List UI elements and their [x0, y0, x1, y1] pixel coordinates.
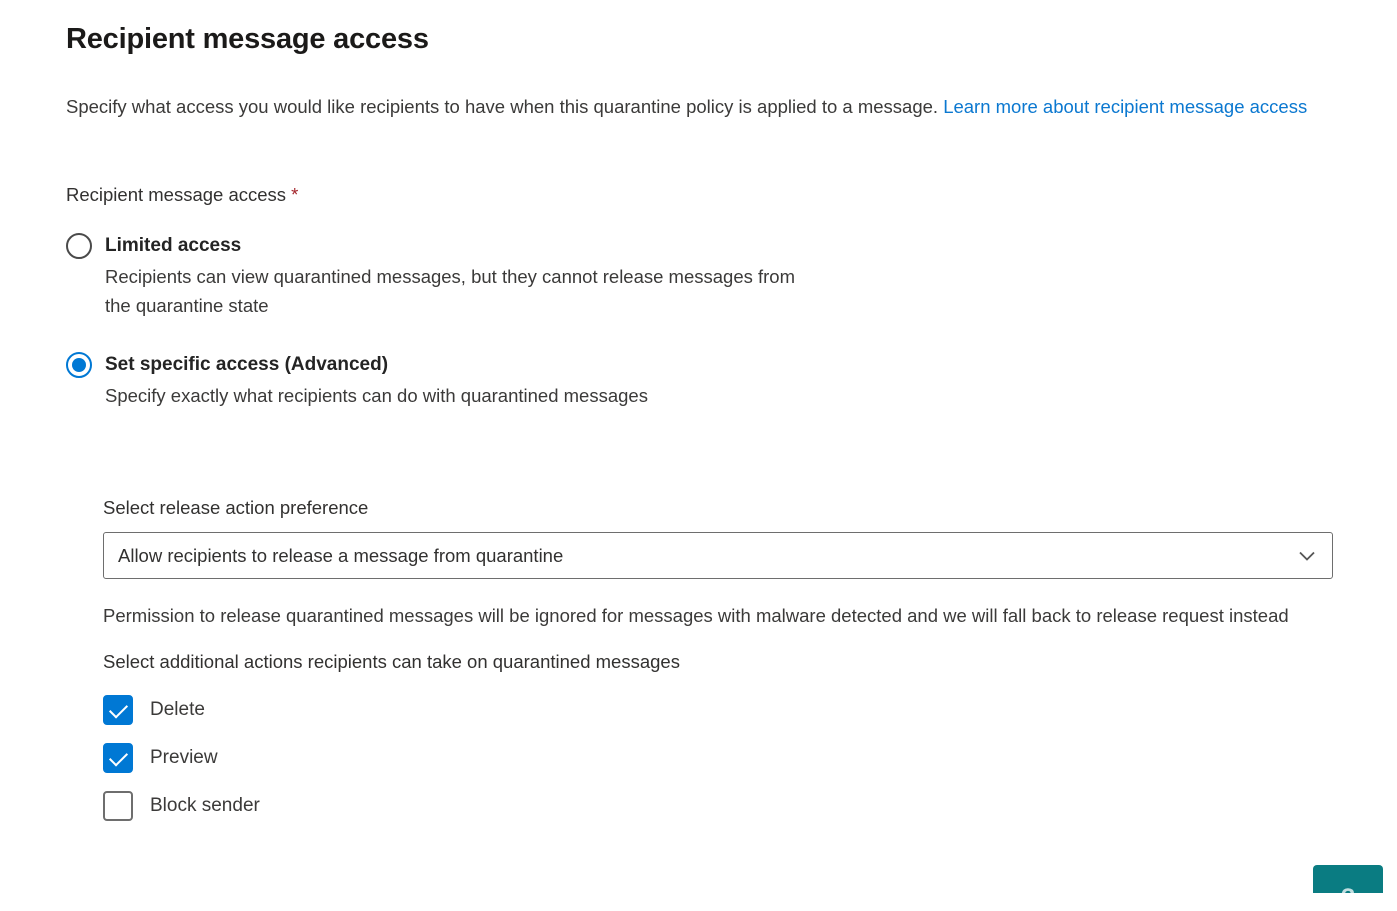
advanced-settings-section	[103, 496, 1338, 821]
radio-text-set-specific-access	[105, 352, 648, 410]
additional-actions-checkbox-group	[103, 695, 1338, 821]
radio-text-limited-access	[105, 233, 805, 320]
page-title: Recipient message access	[66, 23, 429, 55]
learn-more-link[interactable]: Learn more about recipient message access	[943, 96, 1308, 117]
description-text: Specify what access you would like recipients to have when this quarantine policy is applied to a message.	[66, 96, 939, 117]
required-asterisk: *	[291, 184, 299, 205]
access-radio-group	[66, 233, 1338, 410]
radio-icon-limited-access[interactable]	[66, 233, 92, 259]
checkbox-label-block-sender: Block sender	[150, 795, 260, 816]
dropdown-selected-value: Allow recipients to release a message from quarantine	[118, 544, 564, 566]
release-action-label: Select release action preference	[103, 497, 369, 518]
radio-description-limited-access: Recipients can view quarantined messages, but they cannot release messages from the quarantine state	[105, 266, 796, 316]
checkbox-icon-delete[interactable]	[103, 695, 133, 725]
checkbox-row-delete[interactable]	[103, 695, 1338, 725]
checkbox-label-delete: Delete	[150, 699, 205, 720]
additional-actions-label: Select additional actions recipients can take on quarantined messages	[103, 651, 680, 672]
checkbox-row-block-sender[interactable]	[103, 791, 1338, 821]
release-action-note: Permission to release quarantined messages will be ignored for messages with malware detected and we will fall back to release request instead	[103, 605, 1289, 626]
checkbox-icon-block-sender[interactable]	[103, 791, 133, 821]
recipient-message-access-panel	[66, 22, 1338, 821]
chevron-down-icon	[1298, 550, 1316, 562]
radio-option-set-specific-access[interactable]	[66, 352, 1338, 410]
radio-icon-set-specific-access[interactable]	[66, 352, 92, 378]
help-button[interactable]	[1313, 865, 1383, 911]
page-description	[66, 92, 1334, 121]
radio-description-set-specific-access: Specify exactly what recipients can do with quarantined messages	[105, 385, 648, 406]
radio-label-set-specific-access: Set specific access (Advanced)	[105, 354, 389, 375]
checkbox-label-preview: Preview	[150, 747, 218, 768]
release-action-dropdown[interactable]	[103, 532, 1333, 579]
radio-label-limited-access: Limited access	[105, 235, 242, 256]
checkbox-row-preview[interactable]	[103, 743, 1338, 773]
checkbox-icon-preview[interactable]	[103, 743, 133, 773]
access-field-label-text: Recipient message access	[66, 184, 287, 205]
radio-option-limited-access[interactable]	[66, 233, 1338, 320]
question-mark-icon: ?	[1340, 884, 1356, 911]
access-field-label	[66, 183, 1338, 207]
